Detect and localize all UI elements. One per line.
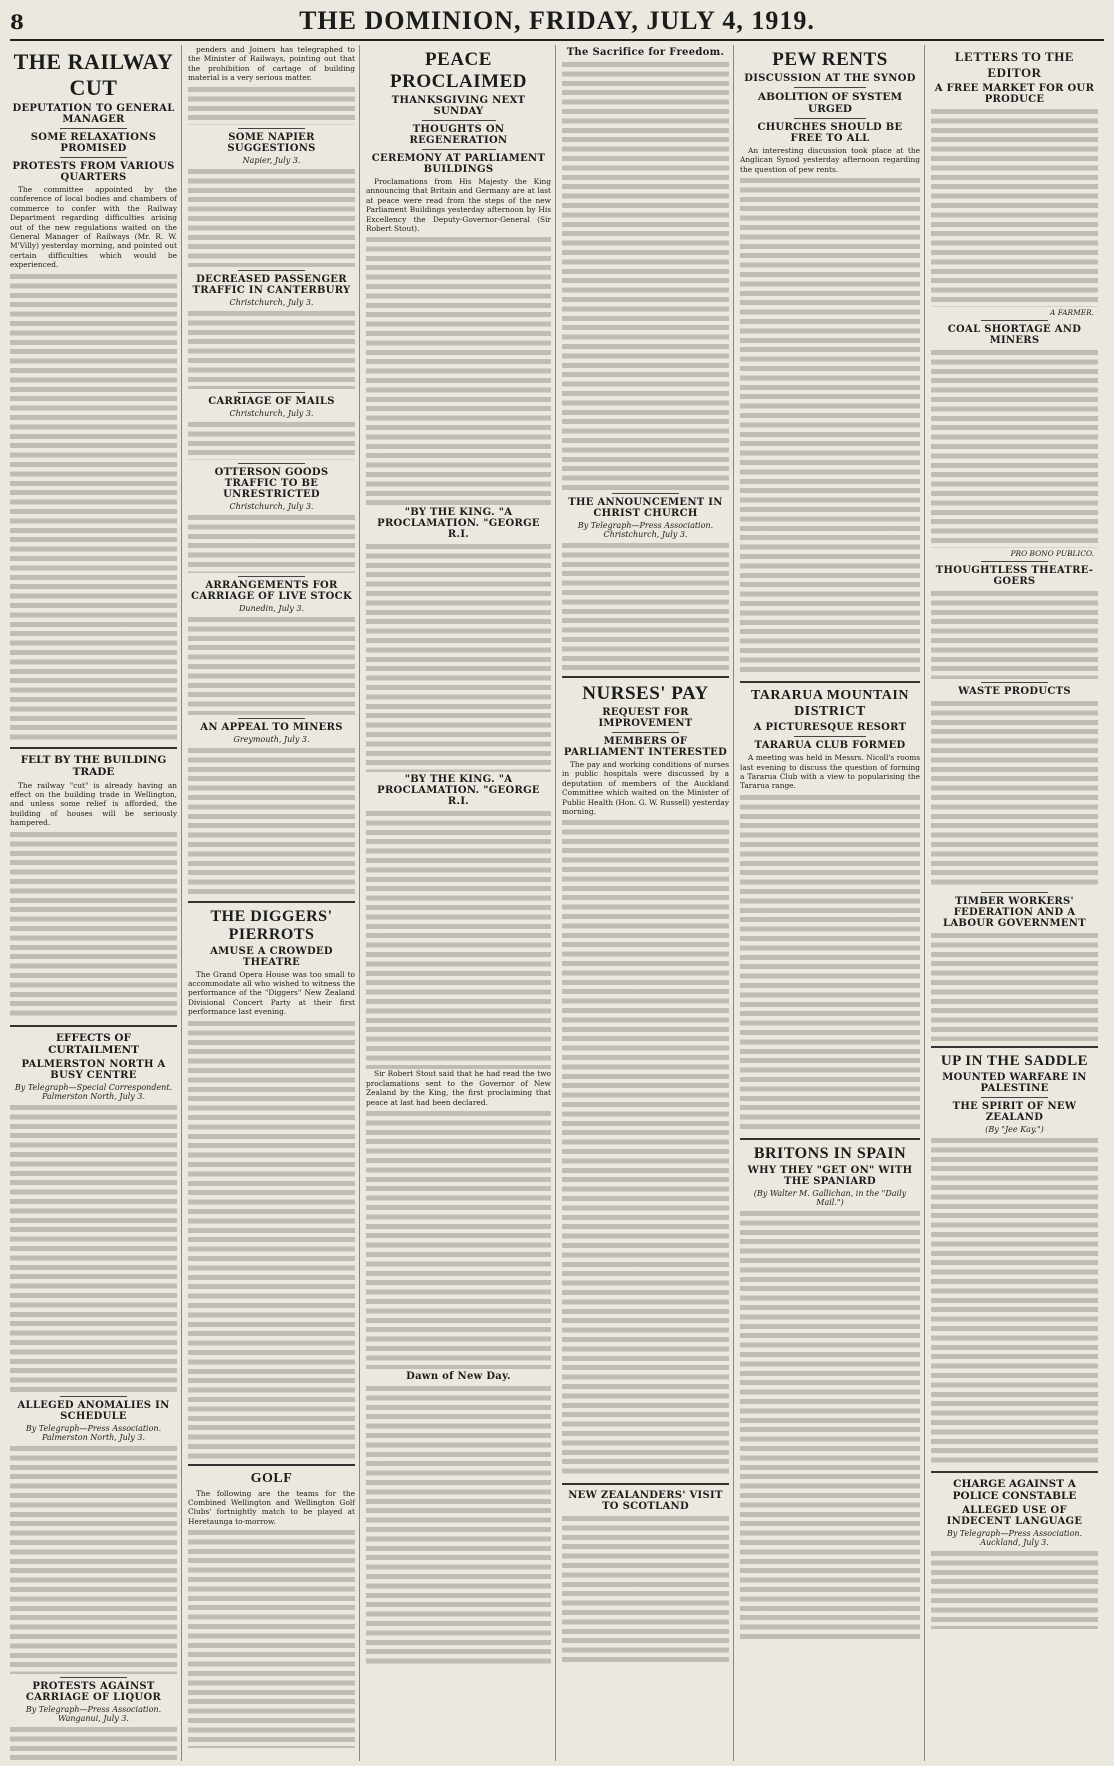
- subhead: CARRIAGE OF MAILS: [208, 395, 335, 407]
- dateline: Christchurch, July 3.: [229, 297, 314, 307]
- newspaper-title: THE DOMINION, FRIDAY, JULY 4, 1919.: [299, 6, 815, 35]
- article-text-block: [188, 1528, 355, 1748]
- article-text-block: [740, 176, 920, 676]
- headline-up-in-the-saddle: UP IN THE SADDLE: [940, 1053, 1089, 1069]
- article-text-block: [562, 1514, 729, 1664]
- subhead: WASTE PRODUCTS: [958, 686, 1071, 697]
- column-4: [562, 45, 734, 1761]
- subhead: ALLEGED USE OF INDECENT LANGUAGE: [946, 1505, 1083, 1527]
- article-text-block: [366, 235, 551, 505]
- article-text: penders and Joiners has telegraphed to the Minister of Railways, pointing out that the prohibition of cartage of building material is a very serious matter.: [188, 45, 355, 83]
- article-text: A meeting was held in Messrs. Nicoll's rooms last evening to discuss the question of forming a Tararua Club with a view to popularising the Tararua range.: [740, 753, 920, 791]
- subhead: ARRANGEMENTS FOR CARRIAGE OF LIVE STOCK: [191, 579, 352, 602]
- subhead: FELT BY THE BUILDING TRADE: [20, 753, 167, 778]
- article-text-block: [188, 615, 355, 715]
- dateline: Napier, July 3.: [242, 155, 301, 165]
- article-text-block: [931, 931, 1098, 1041]
- subhead: Dawn of New Day.: [406, 1371, 511, 1383]
- headline-nurses-pay: NURSES' PAY: [582, 683, 709, 704]
- dateline: By Telegraph—Press Association. Palmerston North, July 3.: [25, 1423, 162, 1442]
- article-text-block: [10, 272, 177, 742]
- article-text: Sir Robert Stout said that he had read the two proclamations sent to the Governor of New Zealand by the King, the first proclaiming that peace at last had been declared.: [366, 1069, 551, 1107]
- subhead: OTTERSON GOODS TRAFFIC TO BE UNRESTRICTED: [214, 466, 329, 500]
- subhead: THE ANNOUNCEMENT IN CHRIST CHURCH: [568, 497, 723, 519]
- headline-pew-rents: PEW RENTS: [772, 49, 888, 70]
- subhead: A FREE MARKET FOR OUR PRODUCE: [934, 83, 1095, 105]
- subhead: THANKSGIVING NEXT SUNDAY: [391, 95, 526, 117]
- subhead: DEPUTATION TO GENERAL MANAGER: [12, 103, 175, 125]
- dateline: By Telegraph—Press Association. Auckland, July 3.: [946, 1529, 1083, 1547]
- masthead: [10, 6, 1104, 41]
- column-6: [931, 45, 1102, 1761]
- article-text-block: [931, 589, 1098, 679]
- subhead: THOUGHTLESS THEATRE-GOERS: [935, 565, 1094, 587]
- article-text-block: [366, 1109, 551, 1369]
- article-text-block: [188, 309, 355, 389]
- article-text-block: [931, 1549, 1098, 1629]
- dateline: Greymouth, July 3.: [233, 734, 310, 744]
- subhead: CEREMONY AT PARLIAMENT BUILDINGS: [371, 153, 546, 175]
- dateline: By Telegraph—Special Correspondent. Palmerston North, July 3.: [14, 1082, 173, 1101]
- subhead: MOUNTED WARFARE IN PALESTINE: [942, 1072, 1087, 1094]
- column-1: [10, 45, 182, 1761]
- article-text-block: [366, 542, 551, 772]
- subhead: DISCUSSION AT THE SYNOD: [744, 73, 916, 84]
- subhead: A PICTURESQUE RESORT: [753, 722, 907, 734]
- subhead: EFFECTS OF CURTAILMENT: [48, 1031, 139, 1056]
- article-text-block: [931, 348, 1098, 548]
- column-5: [740, 45, 925, 1761]
- headline-railway-cut: THE RAILWAY CUT: [13, 49, 174, 100]
- subhead: PROTESTS FROM VARIOUS QUARTERS: [12, 161, 175, 183]
- page-number: 8: [10, 10, 24, 34]
- subhead: TARARUA CLUB FORMED: [754, 740, 906, 752]
- article-text-block: [931, 1136, 1098, 1466]
- headline-peace-proclaimed: PEACE PROCLAIMED: [390, 49, 527, 92]
- article-text-block: [188, 420, 355, 460]
- dateline: Dunedin, July 3.: [239, 603, 304, 613]
- subhead: CHARGE AGAINST A POLICE CONSTABLE: [952, 1478, 1077, 1502]
- article-text-block: [10, 830, 177, 1020]
- column-3: [366, 45, 556, 1761]
- subhead: THE SPIRIT OF NEW ZEALAND: [952, 1101, 1077, 1123]
- subhead: MEMBERS OF PARLIAMENT INTERESTED: [563, 736, 728, 758]
- dateline: (By Walter M. Gallichan, in the "Daily Mail."): [753, 1188, 907, 1207]
- article-text-block: [188, 513, 355, 573]
- proclamation-heading: "BY THE KING. "A PROCLAMATION. "GEORGE R.I.: [377, 774, 540, 808]
- headline-diggers-pierrots: THE DIGGERS' PIERROTS: [210, 907, 333, 943]
- article-text-block: [188, 1019, 355, 1459]
- article-text-block: [10, 1725, 177, 1761]
- article-text-block: [562, 818, 729, 1478]
- article-text: The railway "cut" is already having an effect on the building trade in Wellington, and unless some relief is afforded, the building of houses will be seriously hampered.: [10, 780, 177, 828]
- subhead: REQUEST FOR IMPROVEMENT: [598, 707, 693, 729]
- headline-britons-in-spain: BRITONS IN SPAIN: [753, 1144, 907, 1162]
- article-text: Proclamations from His Majesty the King announcing that Britain and Germany are at last at peace were read from the steps of the new Parliament Buildings yesterday afternoon by His Excellency the Deputy-Governor-General (Sir Robert Stout).: [366, 177, 551, 234]
- subhead: SOME RELAXATIONS PROMISED: [30, 132, 157, 154]
- subhead: WHY THEY "GET ON" WITH THE SPANIARD: [747, 1164, 913, 1187]
- article-text: The pay and working conditions of nurses in public hospitals were discussed by a deputation of members of the Auckland Committee which waited on the Minister of Public Health (Hon. G. W. Russell) yesterday morning.: [562, 760, 729, 817]
- letter-signature: A FARMER.: [1050, 308, 1094, 317]
- headline-letters-to-editor: LETTERS TO THE EDITOR: [954, 49, 1074, 80]
- article-text-block: [740, 793, 920, 1133]
- subhead: CHURCHES SHOULD BE FREE TO ALL: [757, 122, 903, 144]
- article-text-block: [188, 85, 355, 125]
- subhead: ABOLITION OF SYSTEM URGED: [757, 91, 903, 115]
- subhead: ALLEGED ANOMALIES IN SCHEDULE: [17, 1399, 170, 1422]
- article-text-block: [562, 541, 729, 671]
- subhead: DECREASED PASSENGER TRAFFIC IN CANTERBURY: [192, 273, 351, 296]
- article-text-block: [931, 107, 1098, 307]
- headline-tararua: TARARUA MOUNTAIN DISTRICT: [751, 688, 909, 720]
- article-text-block: [740, 1209, 920, 1639]
- article-text-block: [188, 167, 355, 267]
- article-text-block: [366, 1384, 551, 1664]
- subhead: COAL SHORTAGE AND MINERS: [947, 324, 1082, 346]
- article-text-block: [188, 746, 355, 896]
- dateline: By Telegraph—Press Association. Wanganui, July 3.: [25, 1704, 162, 1723]
- article-text-block: [366, 809, 551, 1069]
- article-text: The committee appointed by the conference of local bodies and chambers of commerce to confer with the Railway Department regarding difficulties arising out of the new regulations waited on the General Manager of Railways (Mr. R. W. M'Villy) yesterday morning, and pointed out certain difficulties which would be experienced.: [10, 185, 177, 270]
- article-text: An interesting discussion took place at the Anglican Synod yesterday afternoon regarding the question of pew rents.: [740, 146, 920, 174]
- dateline: By Telegraph—Press Association. Christchurch, July 3.: [577, 521, 714, 539]
- subhead: PALMERSTON NORTH A BUSY CENTRE: [21, 1058, 166, 1081]
- headline-golf: GOLF: [250, 1470, 293, 1486]
- dateline: Christchurch, July 3.: [229, 408, 314, 418]
- subhead: THOUGHTS ON REGENERATION: [409, 124, 508, 146]
- columns: [10, 45, 1104, 1761]
- dateline: Christchurch, July 3.: [229, 501, 314, 511]
- column-2: [188, 45, 360, 1761]
- proclamation-heading: "BY THE KING. "A PROCLAMATION. "GEORGE R.I.: [377, 507, 540, 541]
- subhead: The Sacrifice for Freedom.: [566, 47, 725, 58]
- dateline: (By "Jee Kay."): [985, 1125, 1044, 1134]
- article-text-block: [10, 1103, 177, 1393]
- article-text-block: [931, 699, 1098, 889]
- subhead: PROTESTS AGAINST CARRIAGE OF LIQUOR: [25, 1680, 162, 1703]
- subhead: SOME NAPIER SUGGESTIONS: [227, 131, 316, 154]
- article-text-block: [562, 60, 729, 490]
- letter-signature: PRO BONO PUBLICO.: [1010, 549, 1094, 558]
- article-text: The Grand Opera House was too small to accommodate all who wished to witness the performance of the "Diggers" New Zealand Divisional Concert Party at their first performance last evening.: [188, 969, 355, 1017]
- article-text-block: [10, 1444, 177, 1674]
- subhead: AMUSE A CROWDED THEATRE: [210, 945, 333, 968]
- subhead: AN APPEAL TO MINERS: [200, 721, 343, 733]
- subhead: TIMBER WORKERS' FEDERATION AND A LABOUR GOVERNMENT: [943, 896, 1086, 929]
- subhead: NEW ZEALANDERS' VISIT TO SCOTLAND: [568, 1490, 723, 1513]
- article-text: The following are the teams for the Combined Wellington and Wellington Golf Clubs' fortnightly match to be played at Heretaunga to-morrow.: [188, 1488, 355, 1526]
